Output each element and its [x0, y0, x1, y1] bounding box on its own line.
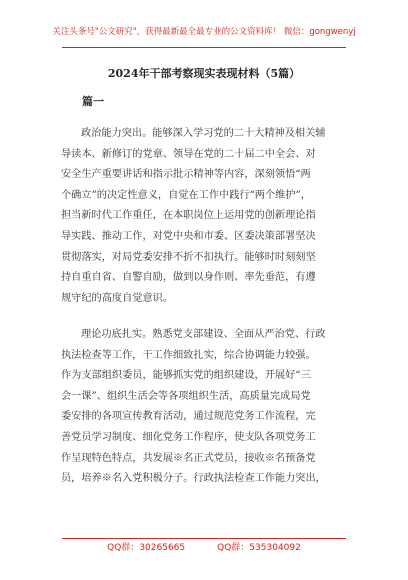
paragraph-line: 政治能力突出。能够深入学习党的二十大精神及相关辅: [81, 128, 326, 139]
paragraph-line: 担当新时代工作重任，在本职岗位上运用党的创新理论指: [61, 210, 316, 222]
paragraph-line: 员，培养※名入党积极分子。行政执法检查工作能力突出，: [61, 473, 326, 485]
paragraph-2: [61, 325, 347, 490]
paragraph-line: 执法检查等工作，干工作细致扎实，综合协调能力较强。: [61, 349, 316, 361]
section-heading: 篇一: [82, 95, 104, 108]
paragraph-line: 委安排的各项宣传教育活动，通过规范党务工作流程，完: [61, 411, 316, 423]
paragraph-line: 理论功底扎实。熟悉党支部建设、全面从严治党、行政: [81, 329, 326, 340]
paragraph-line: 会一课”、组织生活会等各项组织生活，高质量完成局党: [61, 390, 311, 402]
footer-qq-group-2: QQ群：535304092: [217, 543, 301, 553]
footer: [0, 542, 408, 554]
paragraph-line: 导实践、推动工作，对党中央和市委、区委决策部署坚决: [61, 230, 316, 242]
paragraph-line: 善党员学习制度、细化党务工作程序，使支队各项党务工: [61, 431, 316, 443]
paragraph-line: 作呈现特色特点，共发展※名正式党员，接收※名预备党: [61, 452, 316, 464]
paragraph-line: 导读本、新修订的党章、领导在党的二十届二中全会、对: [61, 148, 316, 160]
paragraph-line: 规守纪的高度自觉意识。: [61, 292, 174, 304]
footer-divider: [62, 538, 346, 539]
header-banner: 关注头条号"公文研究"，获得最新最全最专业的公文资料库！ 微信：gongwenyj: [52, 27, 356, 37]
paragraph-1: [61, 124, 347, 309]
paragraph-line: 贯彻落实，对局党委安排不折不扣执行。能够时时刻刻坚: [61, 251, 316, 263]
paragraph-line: 安全生产重要讲话和指示批示精神等内容，深刻领悟“两: [61, 169, 311, 181]
paragraph-line: 持自重自省、自警自励，做到以身作则、率先垂范，有遵: [61, 272, 316, 284]
document-title: 2024年干部考察现实表现材料（5篇）: [107, 67, 301, 80]
paragraph-line: 作为支部组织委员，能够抓实党的组织建设，开展好“三: [61, 370, 311, 382]
paragraph-line: 个确立”的决定性意义，自觉在工作中践行“两个维护”，: [61, 189, 311, 201]
footer-qq-group-1: QQ群：30265665: [107, 543, 186, 553]
header-divider: [62, 47, 346, 48]
